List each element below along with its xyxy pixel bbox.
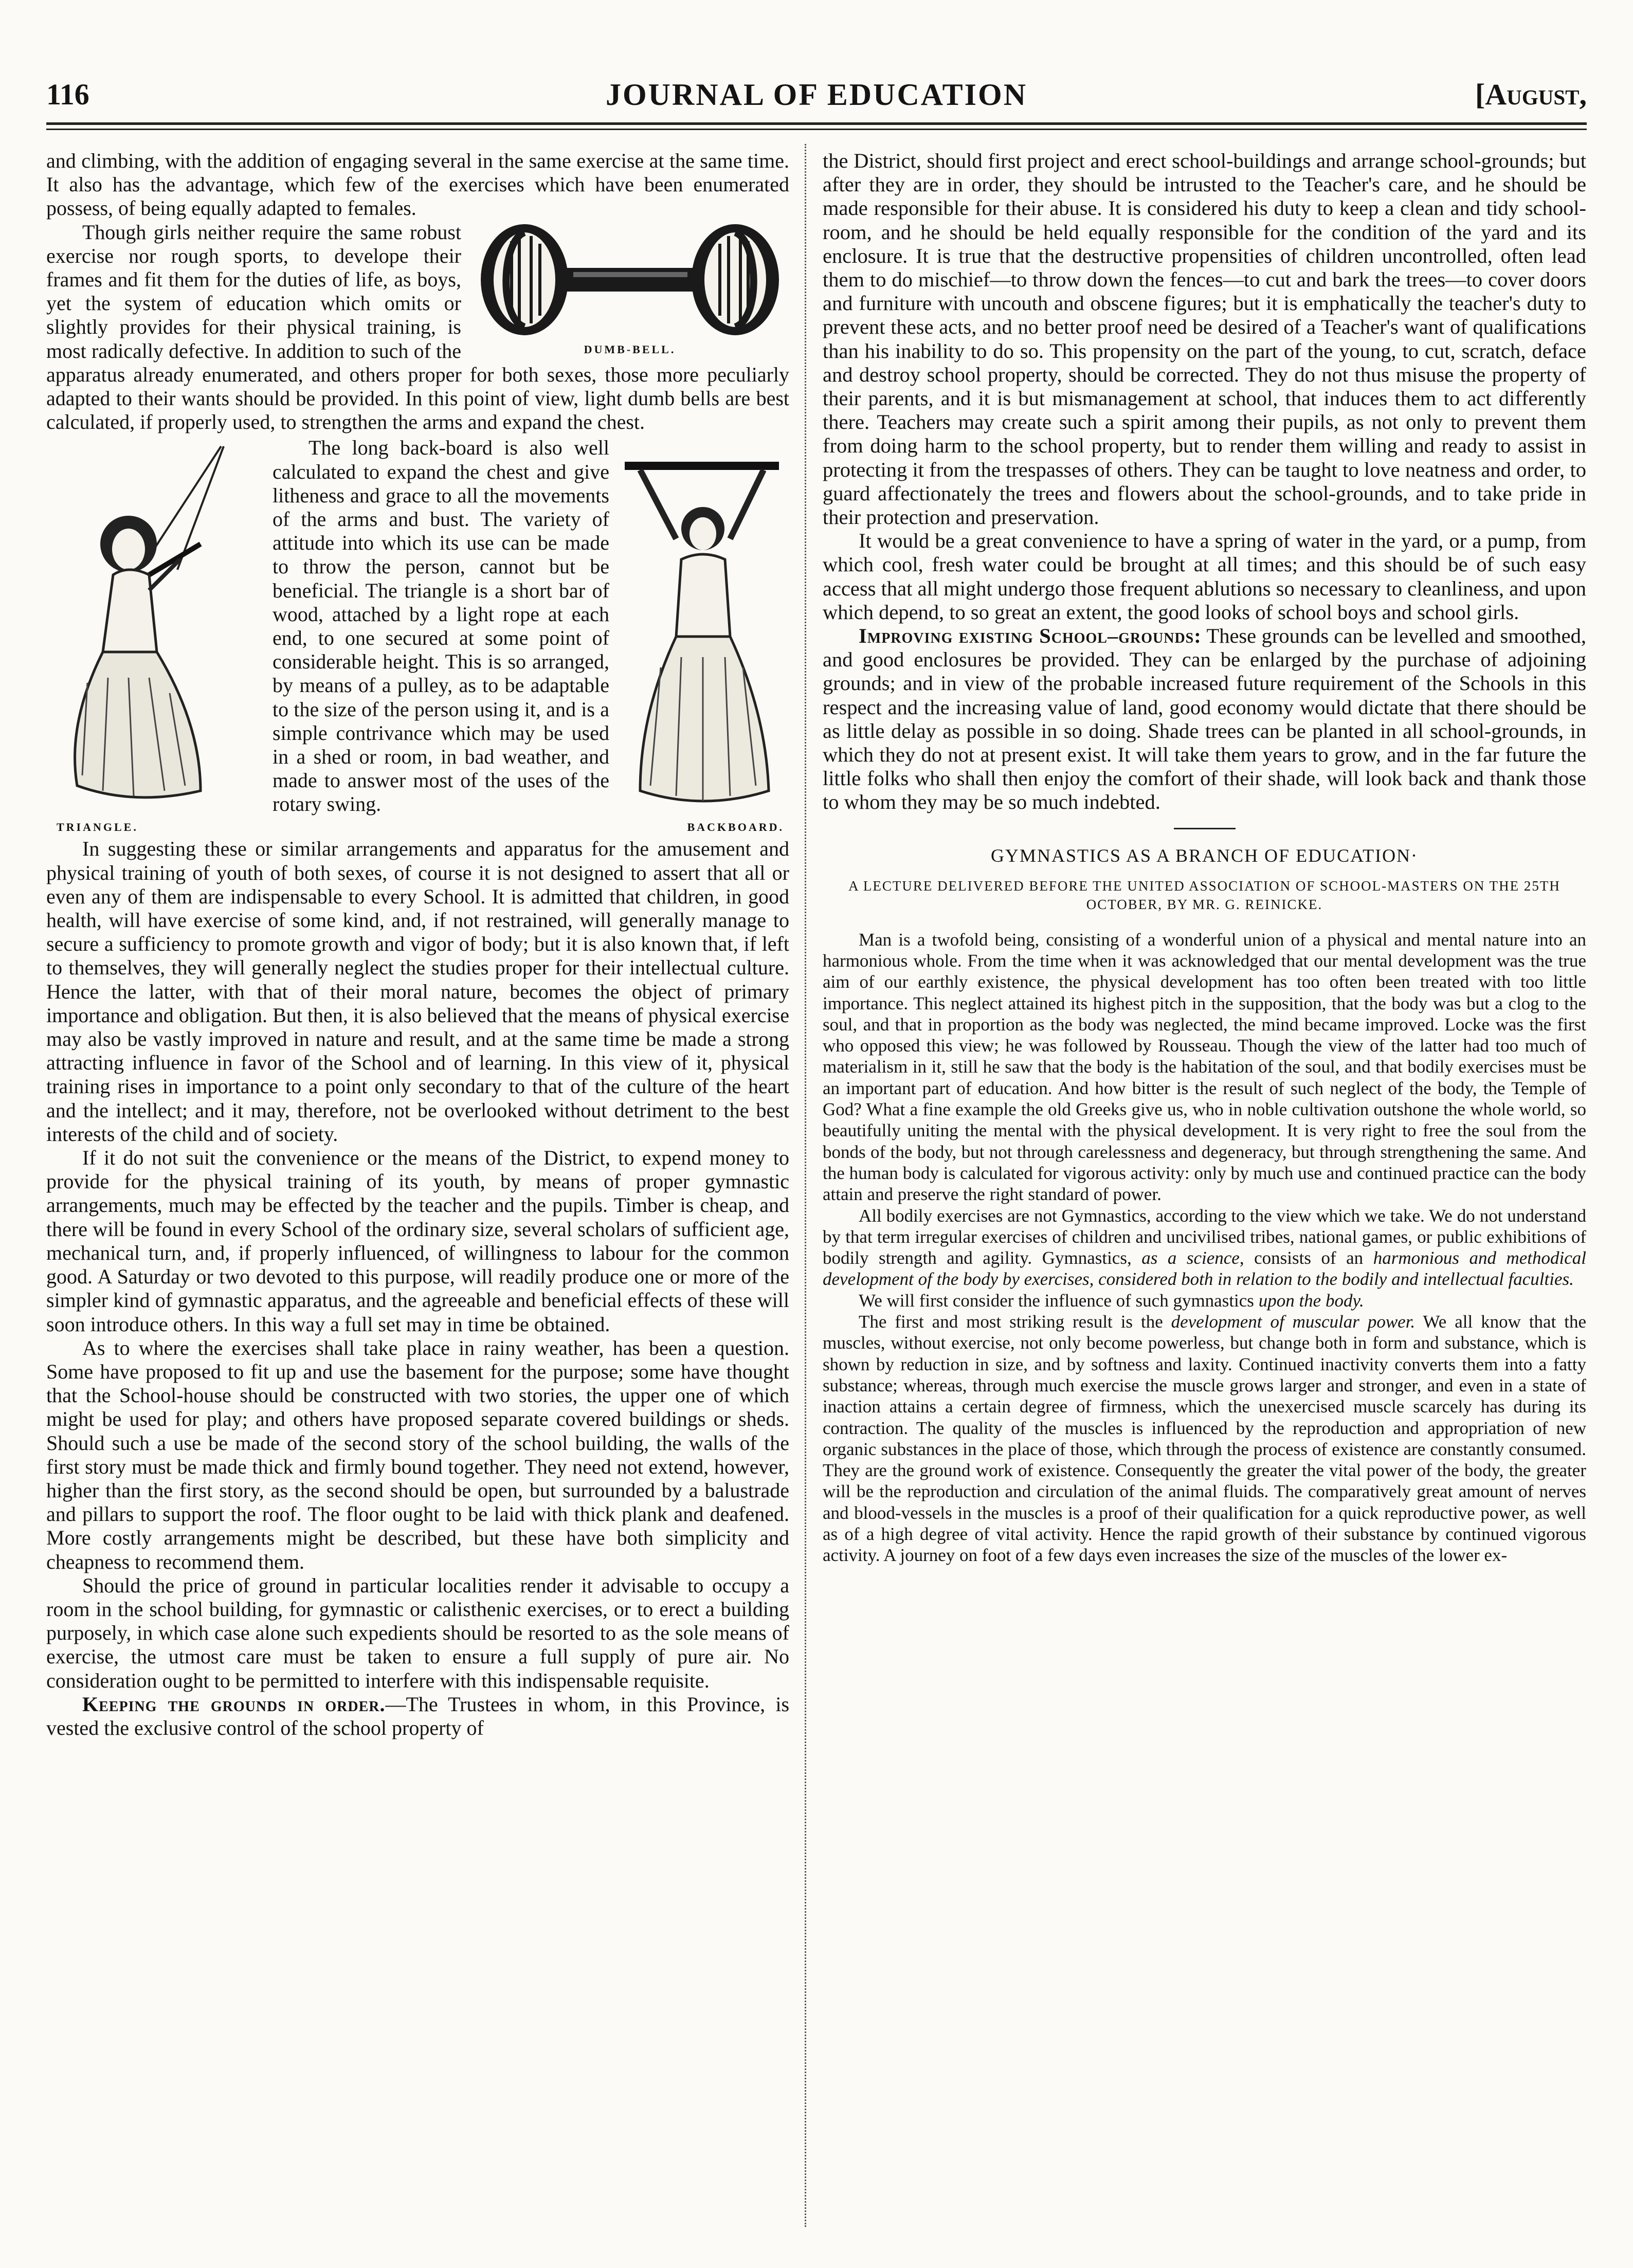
paragraph: the District, should first project and erect school-buildings and arrange school-grounds; but after they are in order, they should be intrusted to the Teacher's care, and he should be made responsible for their abuse. It is considered his duty to keep a clean and tidy school-room, and he should be held equally responsible for the condition of the yard and its enclosure. It is true that the destructive propensities of children uncontrolled, often lead them to do mischief—to throw down the fences—to cut and bark the trees—to cover doors and furniture with uncouth and obscene figures; but it is emphatically the teacher's duty to prevent these acts, and no better proof need be desired of a Teacher's want of qualifications than his inability to do so. This propensity on the part of the young, to cut, scratch, deface and destroy school property, should be corrected. They do not thus misuse the property of their parents, and it is but mismanagement at school, that induces them to act differently there. Teachers may create such a spirit among their pupils, as not only to prevent them from doing harm to the school property, but to render them willing and ready to assist in protecting it from the trespasses of others. They can be taught to love neatness and order, to guard affectionately the trees and flowers about the school-grounds, and to take pride in their protection and preservation.: [823, 149, 1586, 529]
paragraph: and climbing, with the addition of engaging several in the same exercise at the same time. It also has the advantage, which few of the exercises which have been enumerated possess, of being equally adapted to females.: [46, 149, 789, 220]
month-label: August,: [1485, 78, 1587, 111]
paragraph: The first and most striking result is the development of muscular power. We all know that the muscles, without exercise, not only become powerless, but change both in form and substance, which is shown by reduction in size, and by softness and laxity. Continued inactivity converts them into a fatty substance; whereas, through much exercise the muscle grows larger and stronger, and even in a state of inaction attains a certain degree of firmness, which the unexercised muscle scarcely has during its contraction. The quality of the muscles is influenced by the reproduction and appropriation of new organic substances in the place of those, which through the process of existence are constantly consumed. They are the ground work of existence. Consequently the greater the vital power of the body, the greater will be the reproduction and circulation of the animal fluids. The comparatively great amount of nerves and blood-vessels in the muscles is a proof of their qualification for a quick reproductive power, as well as of a high degree of vital activity. Hence the rapid growth of their substance by continued vigorous activity. A journey on foot of a few days even increases the size of the muscles of the lower ex-: [823, 1312, 1586, 1566]
dumbbell-figure: [470, 221, 789, 359]
paragraph: It would be a great convenience to have a spring of water in the yard, or a pump, from which cool, fresh water could be brought at all times; and this should be of such easy access that all might undergo those frequent ablutions so necessary to cleanliness, and upon which depend, to so great an extent, the good looks of school boys and school girls.: [823, 529, 1586, 624]
paragraph: Keeping the grounds in order.—The Trustees in whom, in this Province, is vested the exclusive control of the school property of: [46, 1692, 789, 1739]
paragraph: The long back-board is also well calculated to expand the chest and give litheness and grace to all the movements of the arms and bust. The variety of attitude into which its use can be made to throw the person, cannot but be beneficial. The triangle is a short bar of wood, attached by a light rope at each end, to one secured at some point of considerable height. This is so arranged, by means of a pulley, as to be adaptable to the size of the person using it, and is a simple contrivance which may be used in a shed or room, in bad weather, and made to answer most of the uses of the rotary swing.: [273, 436, 609, 816]
journal-title: JOURNAL OF EDUCATION: [605, 78, 1028, 112]
lecture-body: [823, 929, 1586, 1566]
paragraph: All bodily exercises are not Gymnastics, according to the view which we take. We do not understand by that term irregular exercises of children and uncivilised tribes, national games, or public exhibitions of bodily strength and agility. Gymnastics, as a science, consists of an harmonious and methodical development of the body by exercises, considered both in relation to the bodily and intellectual faculties.: [823, 1205, 1586, 1290]
backboard-figure: [620, 436, 789, 837]
section-lead: Keeping the grounds in order.: [82, 1692, 386, 1716]
backboard-illustration: [620, 436, 789, 817]
dumbbell-illustration: [470, 221, 789, 339]
header-rule-thin: [46, 129, 1587, 130]
issue-month: [1475, 77, 1587, 112]
paragraph: Should the price of ground in particular localities render it advisable to occupy a room in the school building, for gymnastic or calisthenic exercises, or to erect a building purposely, in which case alone such expedients should be resorted to as the sole means of exercise, the utmost care must be taken to ensure a full supply of pure air. No consideration ought to be permitted to interfere with this indispensable requisite.: [46, 1573, 789, 1692]
page-header: [46, 77, 1587, 118]
paragraph: In suggesting these or similar arrangements and apparatus for the amusement and physical training of youth of both sexes, of course it is not designed to assert that all or even any of them are indispensable to every School. It is admitted that children, in good health, will have exercise of some kind, and, if not restrained, will generally manage to secure a sufficiency to promote growth and vigor of body; but it is also known that, if left to themselves, they will generally neglect the studies proper for their intellectual culture. Hence the latter, with that of their moral nature, becomes the object of primary importance and obligation. But then, it is also believed that the means of physical exercise may also be vastly improved in nature and result, and at the same time be made a strong attracting influence in favor of the School and of learning. In this view of it, physical training rises in importance to a point only secondary to that of the culture of the heart and the intellect; and it may, therefore, not be overlooked without detriment to the best interests of the child and of society.: [46, 837, 789, 1146]
paragraph: If it do not suit the convenience or the means of the District, to expend money to provide for the physical training of its youth, by means of proper gymnastic arrangements, much may be effected by the teacher and the pupils. Timber is cheap, and there will be found in every School of the ordinary size, several scholars of sufficient age, mechanical turn, and, if properly influenced, of willingness to labour for the common good. A Saturday or two devoted to this purpose, will readily produce one or more of the simpler kind of gymnastic apparatus, and the agreeable and beneficial effects of these will soon introduce others. In this way a full set may in time be obtained.: [46, 1146, 789, 1336]
triangle-figure: [46, 436, 262, 837]
page-number: 116: [46, 78, 89, 111]
dumbbell-caption: DUMB-BELL.: [584, 342, 676, 356]
paragraph: Improving existing School–grounds: These grounds can be levelled and smoothed, and good enclosures be provided. They can be enlarged by the purchase of adjoining grounds; and in view of the probable increased future requirement of the Schools in this respect and the increasing value of land, good economy would dictate that there should be as little delay as possible in so doing. Shade trees can be planted in all school-grounds, in which they do not at present exist. It will take them years to grow, and in the far future the little folks who shall then enjoy the comfort of their shade, will look back and thank those to whom they may be so much indebted.: [823, 624, 1586, 814]
month-bracket: [: [1475, 78, 1485, 111]
column-divider: [805, 144, 806, 2227]
section-separator: [1174, 828, 1236, 829]
header-rule-thick: [46, 122, 1587, 125]
paragraph: As to where the exercises shall take place in rainy weather, has been a question. Some have proposed to fit up and use the basement for the purpose; some have thought that the School-house should be constructed with two stories, the upper one of which might be used for play; and others have proposed separate covered buildings or sheds. Should such a use be made of the second story of the school building, the walls of the first story must be made thick and firmly bound together. They need not extend, however, higher than the first story, as the second should be open, but surrounded by a balustrade and pillars to support the roof. The floor ought to be laid with thick plank and deafened. More costly arrangements might be described, but these have both simplicity and cheapness to recommend them.: [46, 1336, 789, 1573]
paragraph: We will first consider the influence of such gymnastics upon the body.: [859, 1290, 1364, 1311]
section-lead: Improving existing School–grounds:: [859, 624, 1202, 648]
paragraph: Though girls neither require the same robust exercise nor rough sports, to develope their frames and fit them for the duties of life, as boys, yet the system of education which omits or slightly provides for their physical training, is most radically defective. In addition to such of the apparatus already enumerated, and others proper for both sexes, those more peculiarly adapted to their wants should be provided. In this point of view, light dumb bells are best calculated, if properly used, to strengthen the arms and expand the chest.: [46, 220, 789, 434]
backboard-caption: BACKBOARD.: [687, 821, 784, 834]
triangle-caption: TRIANGLE.: [57, 821, 138, 834]
right-column: [823, 149, 1586, 2227]
left-column: [46, 149, 789, 2227]
triangle-illustration: [46, 436, 262, 817]
figures-block: [46, 436, 789, 837]
article-subtitle: A LECTURE DELIVERED BEFORE THE UNITED ASSOCIATION OF SCHOOL-MASTERS ON THE 25TH OCTOBER, BY MR. G. REINICKE.: [848, 878, 1561, 912]
paragraph: Man is a twofold being, consisting of a wonderful union of a physical and mental nature into an harmonious whole. From the time when it was acknowledged that our mental development was the true aim of our earthly existence, the physical development has too often been treated with too little importance. This neglect attained its highest pitch in the supposition, that the body was but a clog to the soul, and that in proportion as the body was neglected, the mind became improved. Locke was the first who opposed this view; he was followed by Rousseau. Though the view of the latter had too much of materialism in it, still he saw that the body is the habitation of the soul, and that bodily exercises must be an important part of education. And how bitter is the result of such neglect of the body, the Temple of God? What a fine example the old Greeks give us, who in noble cultivation outshone the whole world, so beautifully uniting the mental with the physical development. It is very right to free the soul from the bonds of the body, but not through carelessness and degeneracy, but through strengthening the same. And the human body is calculated for vigorous activity: only by much use and continued practice can the body attain and preserve the right standard of power.: [823, 929, 1586, 1205]
article-title: GYMNASTICS AS A BRANCH OF EDUCATION·: [990, 845, 1419, 866]
